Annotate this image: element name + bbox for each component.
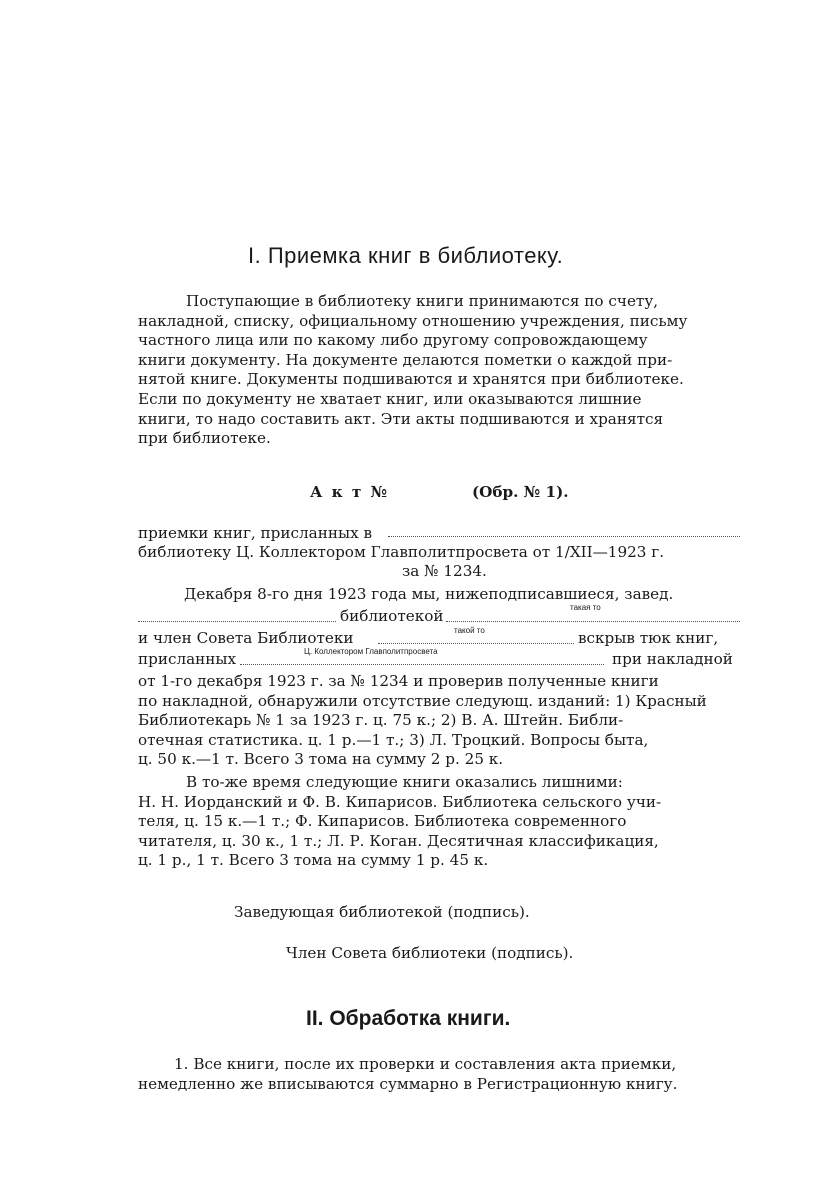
act-body-line: читателя, ц. 30 к., 1 т.; Л. Р. Коган. Десятичная классификация, bbox=[138, 831, 659, 850]
act-body-line: ц. 1 р., 1 т. Всего 3 тома на сумму 1 р. 45 к. bbox=[138, 851, 489, 870]
act-body-line: В то-же время следующие книги оказались лишними: bbox=[186, 773, 623, 791]
paragraph-line: 1. Все книги, после их проверки и составления акта приемки, bbox=[174, 1055, 677, 1073]
act-line-4: Декабря 8-го дня 1923 года мы, нижеподписавшиеся, завед. bbox=[184, 585, 674, 603]
paragraph-line: Если по документу не хватает книг, или оказываются лишние bbox=[138, 389, 642, 408]
section-1-title: I. Приемка книг в библиотеку. bbox=[248, 243, 564, 268]
act-line-3: за № 1234. bbox=[402, 562, 487, 580]
act-body-line: Н. Н. Иорданский и Ф. В. Кипарисов. Библиотека сельского учи- bbox=[138, 792, 662, 811]
act-body bbox=[138, 672, 742, 770]
act-body-2 bbox=[138, 773, 742, 871]
section-2-paragraph bbox=[138, 1055, 742, 1094]
fill-in-line bbox=[240, 664, 604, 665]
act-line-7-a: присланных bbox=[138, 650, 237, 668]
paragraph-line: Поступающие в библиотеку книги принимаются по счету, bbox=[186, 292, 659, 310]
act-body-line: Библиотекарь № 1 за 1923 г. ц. 75 к.; 2) В. А. Штейн. Библи- bbox=[138, 711, 624, 730]
paragraph-line: нятой книге. Документы подшиваются и хранятся при библиотеке. bbox=[138, 370, 684, 389]
section-2-title: II. Обработка книги. bbox=[306, 1007, 511, 1030]
fill-in-line bbox=[378, 643, 574, 644]
signature-head-librarian: Заведующая библиотекой (подпись). bbox=[234, 903, 530, 921]
act-body-line: отечная статистика. ц. 1 р.—1 т.; 3) Л. Троцкий. Вопросы быта, bbox=[138, 730, 649, 749]
paragraph-line: немедленно же вписываются суммарно в Регистрационную книгу. bbox=[138, 1074, 678, 1093]
paragraph-line: частного лица или по какому либо другому сопровождающему bbox=[138, 331, 648, 350]
act-line-7-b: при накладной bbox=[612, 650, 733, 668]
act-line-6-b: вскрыв тюк книг, bbox=[578, 629, 719, 647]
act-line-1: приемки книг, присланных в bbox=[138, 524, 373, 542]
act-body-line: теля, ц. 15 к.—1 т.; Ф. Кипарисов. Библиотека современного bbox=[138, 812, 627, 831]
act-form-ref: (Обр. № 1). bbox=[472, 483, 569, 501]
fill-in-line bbox=[388, 536, 740, 537]
act-body-line: ц. 50 к.—1 т. Всего 3 тома на сумму 2 р. 25 к. bbox=[138, 750, 504, 769]
paragraph-line: книги, то надо составить акт. Эти акты подшиваются и хранятся bbox=[138, 409, 664, 428]
signature-council-member: Член Совета библиотеки (подпись). bbox=[286, 944, 574, 962]
act-body-line: от 1-го декабря 1923 г. за № 1234 и проверив полученные книги bbox=[138, 672, 659, 690]
paragraph-line: накладной, списку, официальному отношению учреждения, письму bbox=[138, 311, 688, 330]
act-heading: А к т № bbox=[310, 483, 390, 501]
paragraph-line: книги документу. На документе делаются пометки о каждой при- bbox=[138, 350, 673, 369]
paragraph-line: при библиотеке. bbox=[138, 429, 271, 448]
act-line-7-handwritten: Ц. Коллектором Главполитпросвета bbox=[304, 647, 438, 656]
section-1-paragraph bbox=[138, 292, 742, 449]
fill-in-line bbox=[138, 621, 336, 622]
act-body-line: по накладной, обнаружили отсутствие следующ. изданий: 1) Красный bbox=[138, 691, 707, 710]
act-line-5-text: библиотекой bbox=[340, 607, 444, 625]
fill-in-line bbox=[446, 621, 740, 622]
act-line-6-handwritten: такой то bbox=[454, 626, 485, 635]
act-line-5-handwritten: такая то bbox=[570, 603, 601, 612]
act-line-6-a: и член Совета Библиотеки bbox=[138, 629, 354, 647]
act-line-2: библиотеку Ц. Коллектором Главполитпросвета от 1/XII—1923 г. bbox=[138, 543, 665, 561]
